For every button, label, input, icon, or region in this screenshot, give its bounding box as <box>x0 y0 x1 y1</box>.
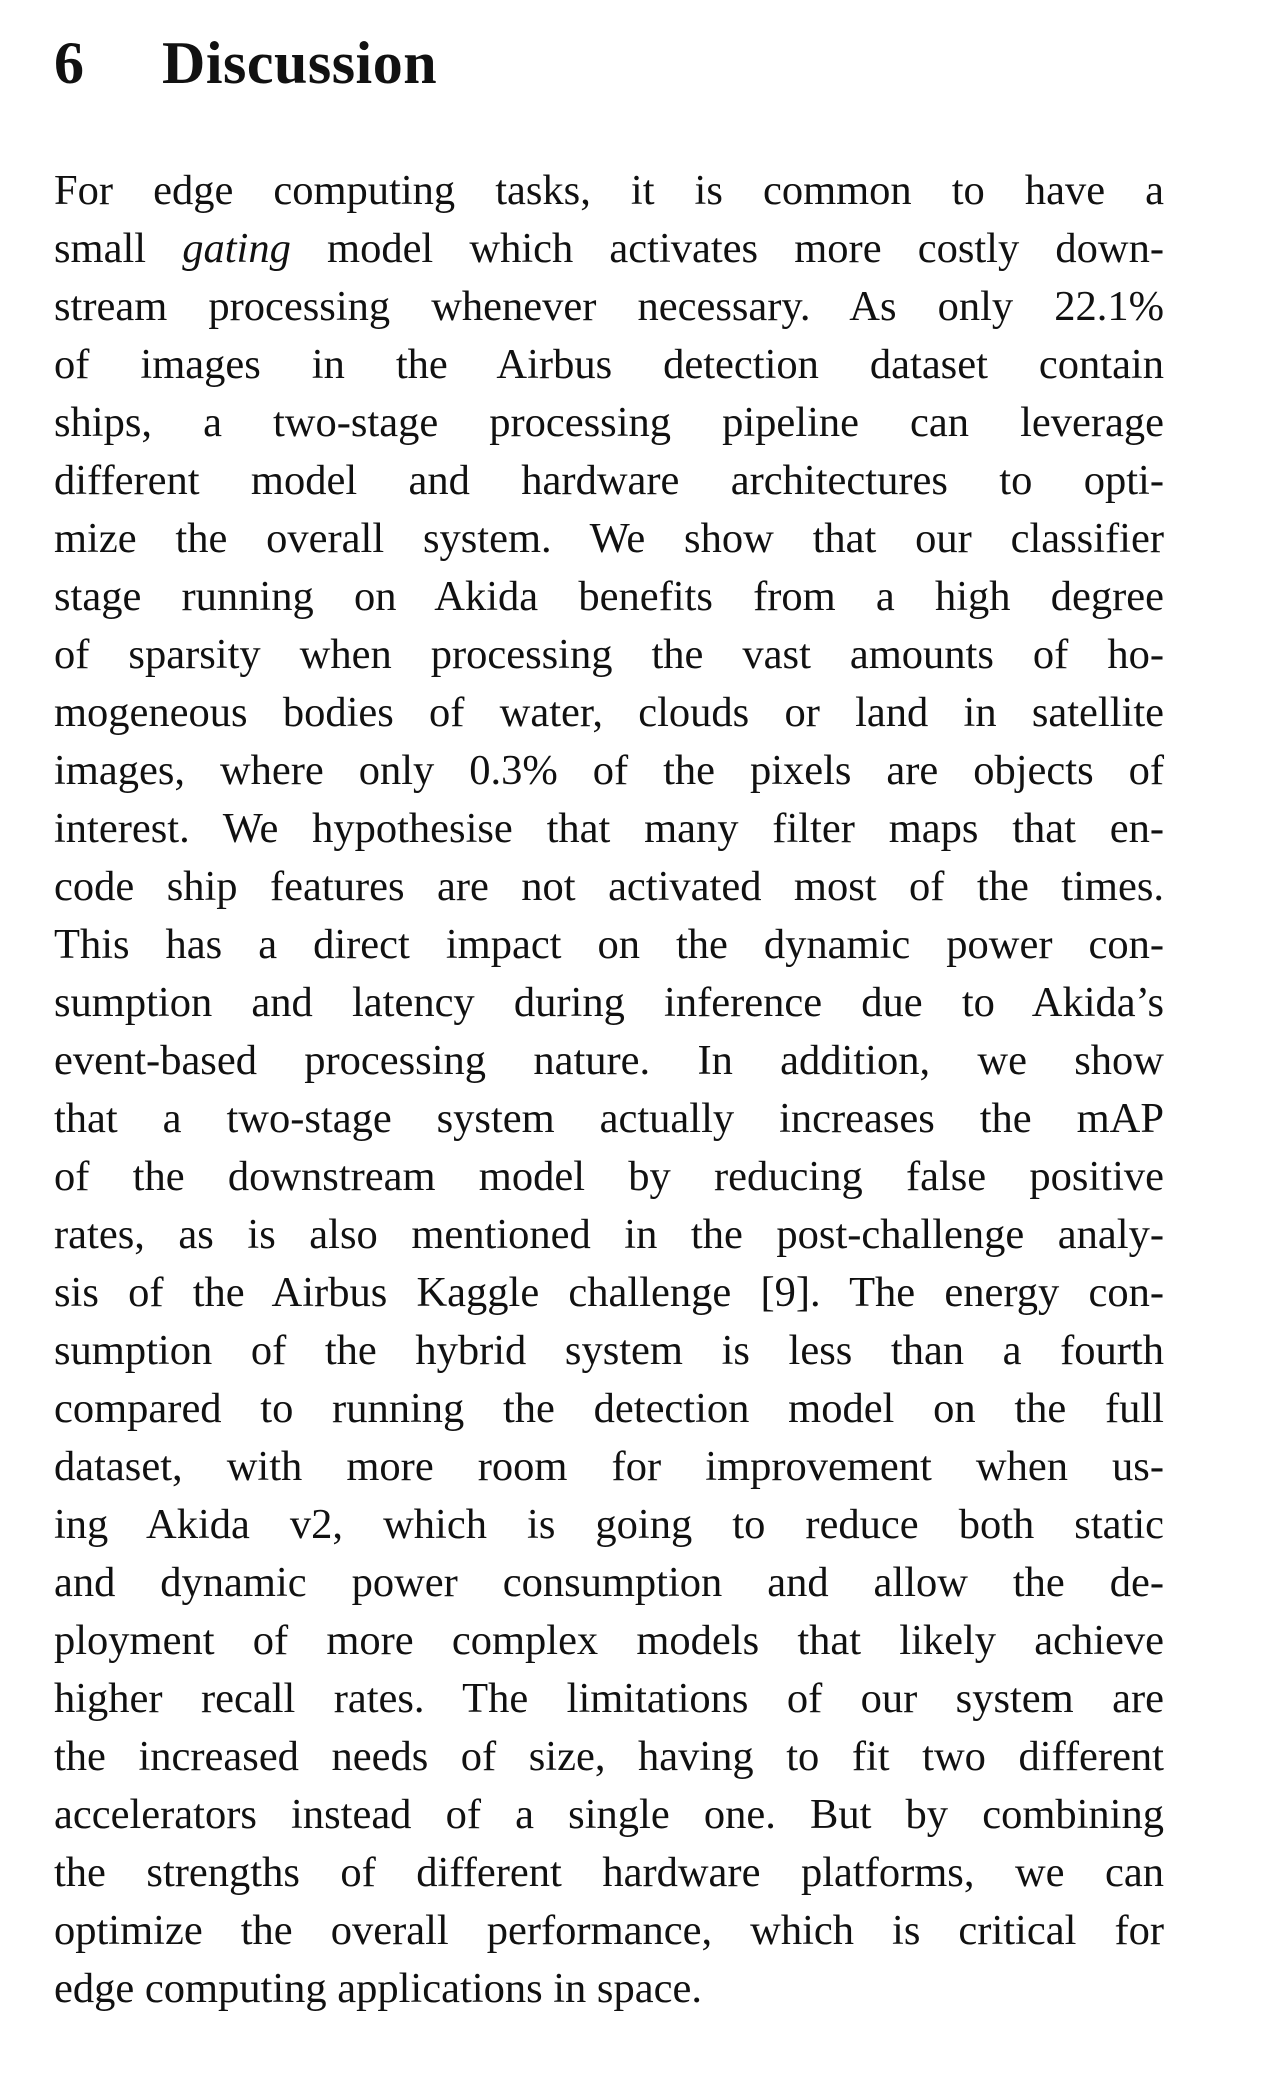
text-run: images, where only 0.3% of the pixels are objects of <box>54 747 1164 794</box>
text-line <box>54 1844 1164 1902</box>
section-title: Discussion <box>162 30 438 96</box>
page <box>54 20 1164 2018</box>
text-run: stage running on Akida benefits from a high degree <box>54 573 1164 620</box>
text-line <box>54 916 1164 974</box>
text-run: sumption of the hybrid system is less than a fourth <box>54 1327 1164 1374</box>
text-run: stream processing whenever necessary. As only 22.1% <box>54 283 1164 330</box>
text-run: the strengths of different hardware platforms, we can <box>54 1849 1164 1896</box>
text-line <box>54 1438 1164 1496</box>
text-line <box>54 278 1164 336</box>
text-run: This has a direct impact on the dynamic power con- <box>54 921 1164 968</box>
text-run: ships, a two-stage processing pipeline can leverage <box>54 399 1164 446</box>
text-run: event-based processing nature. In addition, we show <box>54 1037 1164 1084</box>
text-line <box>54 626 1164 684</box>
text-line <box>54 1264 1164 1322</box>
text-run: of images in the Airbus detection dataset contain <box>54 341 1164 388</box>
text-line <box>54 1554 1164 1612</box>
text-run: sis of the Airbus Kaggle challenge [9]. The energy con- <box>54 1269 1164 1316</box>
text-line <box>54 336 1164 394</box>
italic-term: gating <box>182 225 291 272</box>
text-run: of the downstream model by reducing false positive <box>54 1153 1164 1200</box>
text-run: small <box>54 225 183 272</box>
text-line <box>54 394 1164 452</box>
text-line <box>54 858 1164 916</box>
text-line <box>54 1090 1164 1148</box>
text-line <box>54 1786 1164 1844</box>
discussion-paragraph <box>54 162 1164 2018</box>
text-line <box>54 1960 1164 2018</box>
text-line <box>54 1380 1164 1438</box>
text-line <box>54 452 1164 510</box>
text-run: model which activates more costly down- <box>290 225 1164 272</box>
text-line <box>54 1612 1164 1670</box>
text-run: and dynamic power consumption and allow the de- <box>54 1559 1164 1606</box>
text-run: compared to running the detection model on the full <box>54 1385 1164 1432</box>
text-run: the increased needs of size, having to fit two different <box>54 1733 1164 1780</box>
text-run: optimize the overall performance, which is critical for <box>54 1907 1164 1954</box>
text-line <box>54 974 1164 1032</box>
text-line <box>54 684 1164 742</box>
text-run: mize the overall system. We show that our classifier <box>54 515 1164 562</box>
text-run: code ship features are not activated most of the times. <box>54 863 1164 910</box>
text-run: mogeneous bodies of water, clouds or land in satellite <box>54 689 1164 736</box>
text-line <box>54 1322 1164 1380</box>
text-line <box>54 1496 1164 1554</box>
section-number: 6 <box>54 30 85 96</box>
text-line <box>54 1902 1164 1960</box>
text-line <box>54 800 1164 858</box>
text-line <box>54 568 1164 626</box>
text-run: of sparsity when processing the vast amounts of ho- <box>54 631 1164 678</box>
text-line <box>54 742 1164 800</box>
text-line <box>54 220 1164 278</box>
text-line <box>54 1148 1164 1206</box>
text-line <box>54 162 1164 220</box>
section-heading <box>54 20 1164 106</box>
text-run: different model and hardware architectures to opti- <box>54 457 1164 504</box>
text-line <box>54 510 1164 568</box>
text-run: ployment of more complex models that likely achieve <box>54 1617 1164 1664</box>
text-run: accelerators instead of a single one. But by combining <box>54 1791 1164 1838</box>
text-run: dataset, with more room for improvement when us- <box>54 1443 1164 1490</box>
text-run: rates, as is also mentioned in the post-challenge analy- <box>54 1211 1164 1258</box>
text-run: ing Akida v2, which is going to reduce both static <box>54 1501 1164 1548</box>
text-run: sumption and latency during inference due to Akida’s <box>54 979 1164 1026</box>
text-run: For edge computing tasks, it is common to have a <box>54 167 1164 214</box>
text-run: interest. We hypothesise that many filter maps that en- <box>54 805 1164 852</box>
text-run: higher recall rates. The limitations of our system are <box>54 1675 1164 1722</box>
text-line <box>54 1032 1164 1090</box>
text-run: that a two-stage system actually increases the mAP <box>54 1095 1164 1142</box>
text-line <box>54 1728 1164 1786</box>
text-run: edge computing applications in space. <box>54 1965 702 2012</box>
text-line <box>54 1670 1164 1728</box>
text-line <box>54 1206 1164 1264</box>
